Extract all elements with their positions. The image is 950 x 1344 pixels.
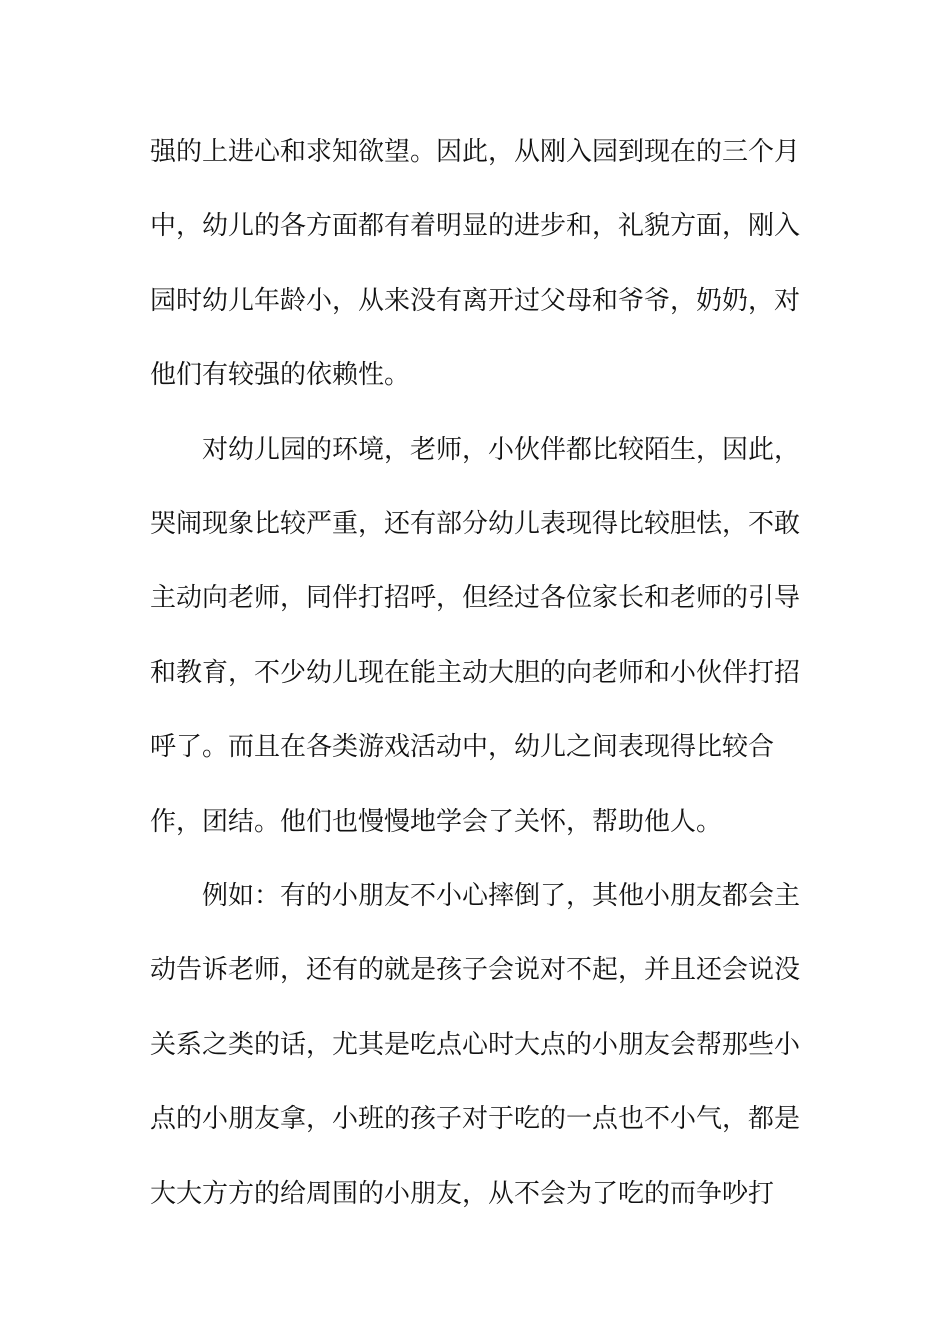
- text-line: 园时幼儿年龄小，从来没有离开过父母和爷爷，奶奶，对: [150, 286, 801, 316]
- text-line: 关系之类的话，尤其是吃点心时大点的小朋友会帮那些小: [150, 1030, 801, 1060]
- text-line: 强的上进心和求知欲望。因此，从刚入园到现在的三个月: [150, 137, 801, 167]
- text-line: 点的小朋友拿，小班的孩子对于吃的一点也不小气，都是: [150, 1104, 801, 1134]
- text-line: 他们有较强的依赖性。: [150, 360, 411, 390]
- text-line: 大大方方的给周围的小朋友，从不会为了吃的而争吵打: [150, 1179, 775, 1209]
- paragraph-first-line: 对幼儿园的环境，老师，小伙伴都比较陌生，因此，: [202, 435, 801, 465]
- text-line: 主动向老师，同伴打招呼，但经过各位家长和老师的引导: [150, 583, 801, 613]
- paragraph-first-line: 例如：有的小朋友不小心摔倒了，其他小朋友都会主: [202, 881, 801, 911]
- text-line: 和教育，不少幼儿现在能主动大胆的向老师和小伙伴打招: [150, 658, 801, 688]
- text-line: 哭闹现象比较严重，还有部分幼儿表现得比较胆怯，不敢: [150, 509, 801, 539]
- text-line: 呼了。而且在各类游戏活动中，幼儿之间表现得比较合: [150, 732, 775, 762]
- text-line: 动告诉老师，还有的就是孩子会说对不起，并且还会说没: [150, 955, 801, 985]
- text-line: 作，团结。他们也慢慢地学会了关怀，帮助他人。: [150, 807, 723, 837]
- text-line: 中，幼儿的各方面都有着明显的进步和，礼貌方面，刚入: [150, 211, 801, 241]
